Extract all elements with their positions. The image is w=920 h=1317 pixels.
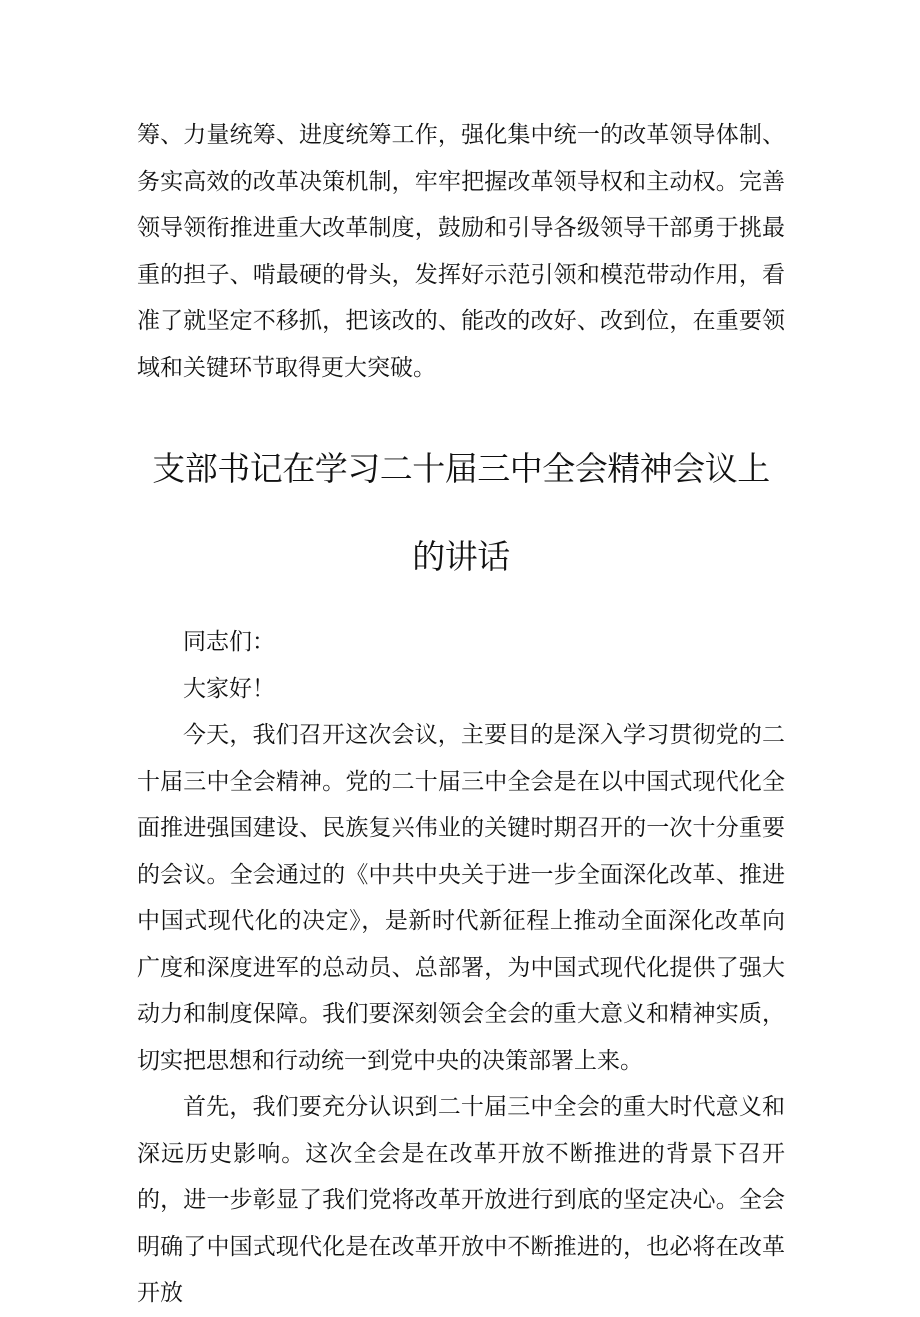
document-page xyxy=(137,112,785,1317)
body-paragraph: 今天，我们召开这次会议，主要目的是深入学习贯彻党的二十届三中全会精神。党的二十届三中全会是在以中国式现代化全面推进强国建设、民族复兴伟业的关键时期召开的一次十分重要的会议。全会通过的《中共中央关于进一步全面深化改革、推进中国式现代化的决定》，是新时代新征程上推动全面深化改革向广度和深度进军的总动员、总部署，为中国式现代化提供了强大动力和制度保障。我们要深刻领会全会的重大意义和精神实质，切实把思想和行动统一到党中央的决策部署上来。 xyxy=(137,722,785,1074)
continuation-paragraph: 筹、力量统筹、进度统筹工作，强化集中统一的改革领导体制、务实高效的改革决策机制，牢牢把握改革领导权和主动权。完善领导领衔推进重大改革制度，鼓励和引导各级领导干部勇于挑最重的担子、啃最硬的骨头，发挥好示范引领和模范带动作用，看准了就坚定不移抓，把该改的、能改的改好、改到位，在重要领域和关键环节取得更大突破。 xyxy=(137,122,785,381)
body-paragraph: 首先，我们要充分认识到二十届三中全会的重大时代意义和深远历史影响。这次全会是在改革开放不断推进的背景下召开的，进一步彰显了我们党将改革开放进行到底的坚定决心。全会明确了中国式现代化是在改革开放中不断推进的，也必将在改革开放 xyxy=(137,1094,785,1306)
greeting: 大家好！ xyxy=(183,675,275,702)
salutation: 同志们： xyxy=(183,629,275,655)
speech-title: 支部书记在学习二十届三中全会精神会议上的讲话 xyxy=(152,449,770,576)
